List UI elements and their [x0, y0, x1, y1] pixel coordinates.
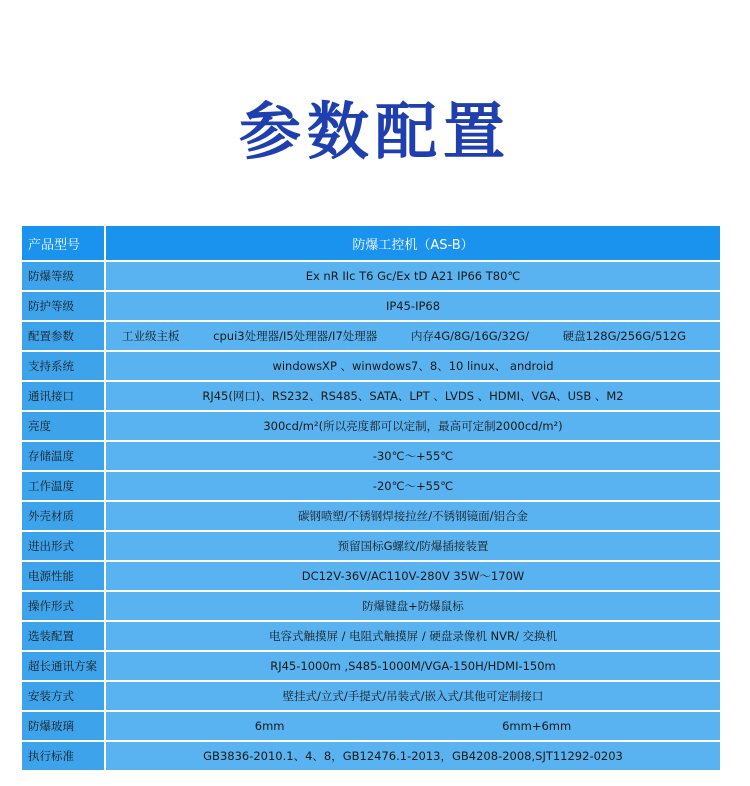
row-value: windowsXP 、winwdows7、8、10 linux、 android	[106, 352, 720, 380]
row-label: 存储温度	[22, 442, 106, 470]
row-label: 选装配置	[22, 622, 106, 650]
table-row	[22, 322, 720, 350]
row-value: 壁挂式/立式/手提式/吊装式/嵌入式/其他可定制接口	[106, 682, 720, 710]
row-value: -20℃～+55℃	[106, 472, 720, 500]
config-disk: 硬盘128G/256G/512G	[562, 329, 686, 343]
page-title: 参数配置	[238, 95, 511, 168]
row-label: 防爆等级	[22, 262, 106, 290]
spec-table	[22, 224, 720, 772]
config-cpu: cpui3处理器/I5处理器/I7处理器	[213, 329, 378, 343]
row-value: Ex nR IIc T6 Gc/Ex tD A21 IP66 T80℃	[106, 262, 720, 290]
table-row	[22, 622, 720, 650]
row-value: 碳钢喷塑/不锈钢焊接拉丝/不锈钢镜面/铝合金	[106, 502, 720, 530]
row-value: RJ45-1000m ,S485-1000M/VGA-150H/HDMI-150m	[106, 652, 720, 680]
header-label: 产品型号	[22, 226, 106, 260]
row-label: 进出形式	[22, 532, 106, 560]
table-row	[22, 352, 720, 380]
row-value: DC12V-36V/AC110V-280V 35W～170W	[106, 562, 720, 590]
row-label: 防爆玻璃	[22, 712, 106, 740]
row-label: 配置参数	[22, 322, 106, 350]
config-memory: 内存4G/8G/16G/32G/	[410, 329, 529, 343]
row-label: 工作温度	[22, 472, 106, 500]
table-row	[22, 532, 720, 560]
table-row	[22, 442, 720, 470]
row-label: 操作形式	[22, 592, 106, 620]
config-mainboard: 工业级主板	[122, 329, 180, 343]
row-value: GB3836-2010.1、4、8，GB12476.1-2013，GB4208-2008,SJT11292-0203	[106, 742, 720, 770]
row-value: 300cd/m²(所以亮度都可以定制，最高可定制2000cd/m²)	[106, 412, 720, 440]
table-row	[22, 742, 720, 770]
table-header-row	[22, 226, 720, 260]
row-label: 支持系统	[22, 352, 106, 380]
row-value-multi	[106, 712, 720, 740]
table-row	[22, 652, 720, 680]
table-row	[22, 412, 720, 440]
table-row	[22, 562, 720, 590]
row-value: 防爆键盘+防爆鼠标	[106, 592, 720, 620]
table-row	[22, 592, 720, 620]
table-row	[22, 382, 720, 410]
row-label: 电源性能	[22, 562, 106, 590]
row-label: 超长通讯方案	[22, 652, 106, 680]
glass-double: 6mm+6mm	[502, 719, 572, 733]
row-label: 亮度	[22, 412, 106, 440]
glass-single: 6mm	[254, 719, 285, 733]
row-value: -30℃～+55℃	[106, 442, 720, 470]
row-label: 通讯接口	[22, 382, 106, 410]
row-label: 外壳材质	[22, 502, 106, 530]
row-value: 电容式触摸屏 / 电阻式触摸屏 / 硬盘录像机 NVR/ 交换机	[106, 622, 720, 650]
table-row	[22, 502, 720, 530]
table-row	[22, 682, 720, 710]
table-row	[22, 712, 720, 740]
table-row	[22, 472, 720, 500]
table-row	[22, 262, 720, 290]
row-value-multi	[106, 322, 720, 350]
row-value: IP45-IP68	[106, 292, 720, 320]
row-value: 预留国标G螺纹/防爆插接装置	[106, 532, 720, 560]
table-row	[22, 292, 720, 320]
row-label: 安装方式	[22, 682, 106, 710]
row-value: RJ45(网口)、RS232、RS485、SATA、LPT 、LVDS 、HDMI、VGA、USB 、M2	[106, 382, 720, 410]
row-label: 执行标准	[22, 742, 106, 770]
row-label: 防护等级	[22, 292, 106, 320]
header-value: 防爆工控机（AS-B）	[106, 226, 720, 260]
